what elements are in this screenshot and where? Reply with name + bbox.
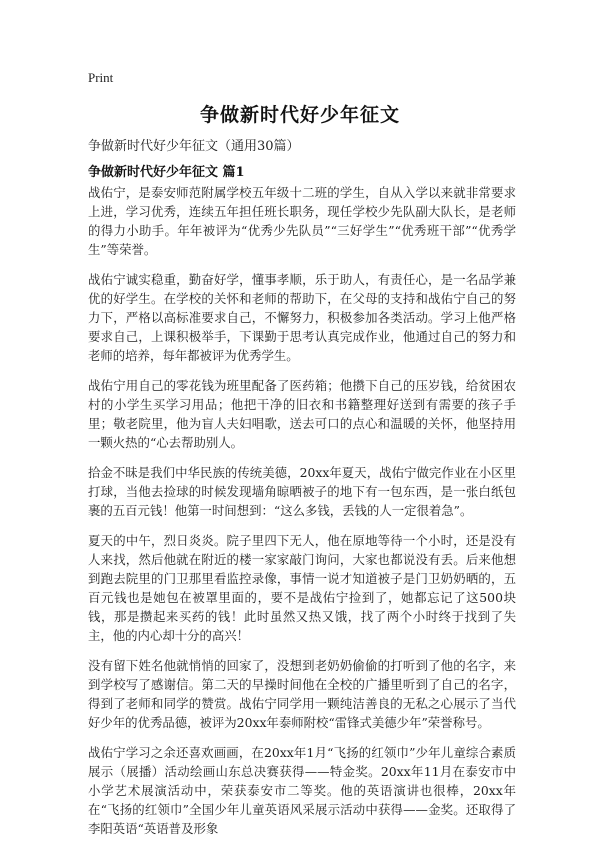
paragraph-4: 拾金不昧是我们中华民族的传统美德，20xx年夏天，战佑宁做完作业在小区里打球，当他去捡球的时候发现墙角晾晒被子的地下有一包东西，是一张白纸包裹的五百元钱！他第一时间想到：“这么多钱，丢钱的人一定很着急”。 <box>88 465 516 518</box>
document-subtitle: 争做新时代好少年征文（通用30篇） <box>88 139 300 154</box>
paragraph-7: 战佑宁学习之余还喜欢画画，在20xx年1月“飞扬的红领巾”少年儿童综合素质展示（展播）活动绘画山东总决赛获得——特金奖。20xx年11月在泰安市中小学艺术展演活动中，荣获泰安市二等奖。他的英语演讲也很棒，20xx年在“飞扬的红领巾”全国少年儿童英语风采展示活动中获得——金奖。还取得了李阳英语“英语普及形象 <box>88 745 516 836</box>
paragraph-6: 没有留下姓名他就悄悄的回家了，没想到老奶奶偷偷的打听到了他的名字，来到学校写了感谢信。第二天的早操时间他在全校的广播里听到了自己的名字，得到了老师和同学的赞赏。战佑宁同学用一颗纯洁善良的无私之心展示了当代好少年的优秀品德，被评为20xx年泰师附校“雷锋式美德少年”荣誉称号。 <box>88 658 516 730</box>
paragraph-1: 战佑宁，是泰安师范附属学校五年级十二班的学生，自从入学以来就非常要求上进，学习优秀，连续五年担任班长职务，现任学校少先队副大队长，是老师的得力小助手。年年被评为“优秀少先队员”“三好学生”“优秀班干部”“优秀学生”等荣誉。 <box>88 185 516 257</box>
document-title: 争做新时代好少年征文 <box>199 104 400 126</box>
document-body <box>88 183 516 849</box>
paragraph-5: 夏天的中午，烈日炎炎。院子里四下无人，他在原地等待一个小时，还是没有人来找，然后他就在附近的楼一家家敲门询问，大家也都说没有丢。后来他想到跑去院里的门卫那里看监控录像，事情一说才知道被子是门卫奶奶晒的，五百元钱也是她包在被罩里面的，要不是战佑宁捡到了，她都忘记了这500块钱，那是攒起来买药的钱！此时虽然又热又饿，找了两个小时终于找到了失主，他的内心却十分的高兴！ <box>88 533 516 643</box>
paragraph-3: 战佑宁用自己的零花钱为班里配备了医药箱；他攒下自己的压岁钱，给贫困农村的小学生买学习用品；他把干净的旧衣和书籍整理好送到有需要的孩子手里；敬老院里，他为盲人夫妇唱歌，送去可口的点心和温暖的关怀，他坚持用一颗火热的“心去帮助别人。 <box>88 378 516 450</box>
paragraph-2: 战佑宁诚实稳重，勤奋好学，懂事孝顺，乐于助人，有责任心，是一名品学兼优的好学生。在学校的关怀和老师的帮助下，在父母的支持和战佑宁自己的努力下，严格以高标准要求自己，不懈努力，积极参加各类活动。学习上他严格要求自己，上课积极举手，下课勤于思考认真完成作业，他通过自己的努力和老师的培养，每年都被评为优秀学生。 <box>88 272 516 363</box>
section-heading: 争做新时代好少年征文 篇1 <box>88 165 245 180</box>
print-label: Print <box>88 70 114 85</box>
